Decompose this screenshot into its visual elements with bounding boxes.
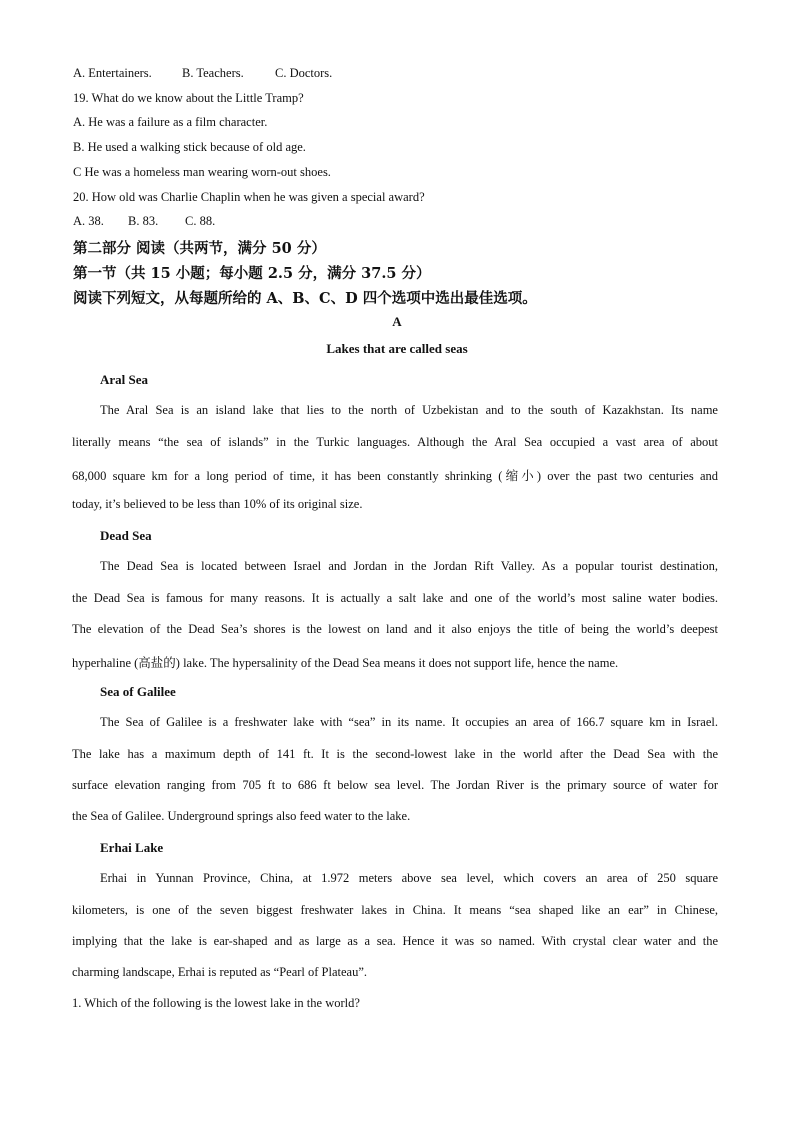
subheading-erhai-lake: Erhai Lake (100, 840, 164, 855)
paragraph-line: Erhai in Yunnan Province, China, at 1.972 meters above sea level, which covers an area of 250 square (100, 871, 718, 885)
paragraph-line: charming landscape, Erhai is reputed as “Pearl of Plateau”. (72, 965, 368, 979)
q20-stem: 20. How old was Charlie Chaplin when he was given a special award? (73, 190, 425, 204)
paragraph-line: The lake has a maximum depth of 141 ft. It is the second-lowest lake in the world after the Dead Sea with the (72, 747, 718, 761)
subheading-dead-sea: Dead Sea (100, 528, 152, 543)
paragraph-line: The Dead Sea is located between Israel and Jordan in the Jordan Rift Valley. As a popular tourist destination, (100, 559, 718, 573)
subheading-aral-sea: Aral Sea (100, 372, 149, 387)
q19-stem: 19. What do we know about the Little Tramp? (73, 91, 304, 105)
paragraph-line: surface elevation ranging from 705 ft to 686 ft below sea level. The Jordan River is the primary source of water for (72, 778, 718, 792)
paragraph-line: today, it’s believed to be less than 10% of its original size. (72, 497, 363, 511)
question-1-stem: 1. Which of the following is the lowest lake in the world? (72, 996, 360, 1010)
q19-option-b: B. He used a walking stick because of old age. (73, 140, 306, 154)
passage-title: Lakes that are called seas (326, 341, 468, 356)
q18-option-c: C. Doctors. (275, 66, 333, 80)
q18-option-a: A. Entertainers. (73, 66, 152, 80)
q20-options (73, 214, 215, 229)
q20-option-b: B. 83. (128, 214, 159, 228)
paragraph-line: kilometers, is one of the seven biggest freshwater lakes in China. It means “sea shaped like an ear” in Chinese, (72, 903, 718, 917)
q18-option-b: B. Teachers. (182, 66, 244, 80)
paragraph-line: The Sea of Galilee is a freshwater lake with “sea” in its name. It occupies an area of 166.7 square km in Israel. (100, 715, 718, 729)
q20-option-a: A. 38. (73, 214, 104, 228)
section-one-heading: 第一节（共 15 小题；每小题 2.5 分，满分 37.5 分） (73, 265, 431, 282)
paragraph-line: The elevation of the Dead Sea’s shores is the lowest on land and it also enjoys the title of being the world’s deepest (72, 622, 718, 636)
q20-option-c: C. 88. (185, 214, 216, 228)
paragraph-line: 68,000 square km for a long period of time, it has been constantly shrinking (缩小) over the past two centuries and (72, 469, 718, 483)
subheading-sea-of-galilee: Sea of Galilee (100, 684, 176, 699)
part-two-heading: 第二部分 阅读（共两节，满分 50 分） (73, 240, 326, 257)
paragraph-line: the Dead Sea is famous for many reasons. It is actually a salt lake and one of the world’s most saline water bodies. (72, 591, 718, 605)
paragraph-line: literally means “the sea of islands” in the Turkic languages. Although the Aral Sea occupied a vast area of about (72, 435, 718, 449)
paragraph-line: implying that the lake is ear-shaped and as large as a sea. Hence it was so named. With crystal clear water and the (72, 934, 718, 948)
paragraph-line: hyperhaline (高盐的) lake. The hypersalinity of the Dead Sea means it does not support life, hence the name. (72, 656, 619, 670)
paragraph-line: The Aral Sea is an island lake that lies to the north of Uzbekistan and to the south of Kazakhstan. Its name (100, 403, 718, 417)
instructions-heading: 阅读下列短文，从每题所给的 A、B、C、D 四个选项中选出最佳选项。 (73, 290, 537, 307)
passage-letter: A (392, 314, 402, 329)
q19-option-a: A. He was a failure as a film character. (73, 115, 268, 129)
q18-options (73, 66, 332, 81)
paragraph-line: the Sea of Galilee. Underground springs also feed water to the lake. (72, 809, 411, 823)
q19-option-c: C He was a homeless man wearing worn-out shoes. (73, 165, 331, 179)
